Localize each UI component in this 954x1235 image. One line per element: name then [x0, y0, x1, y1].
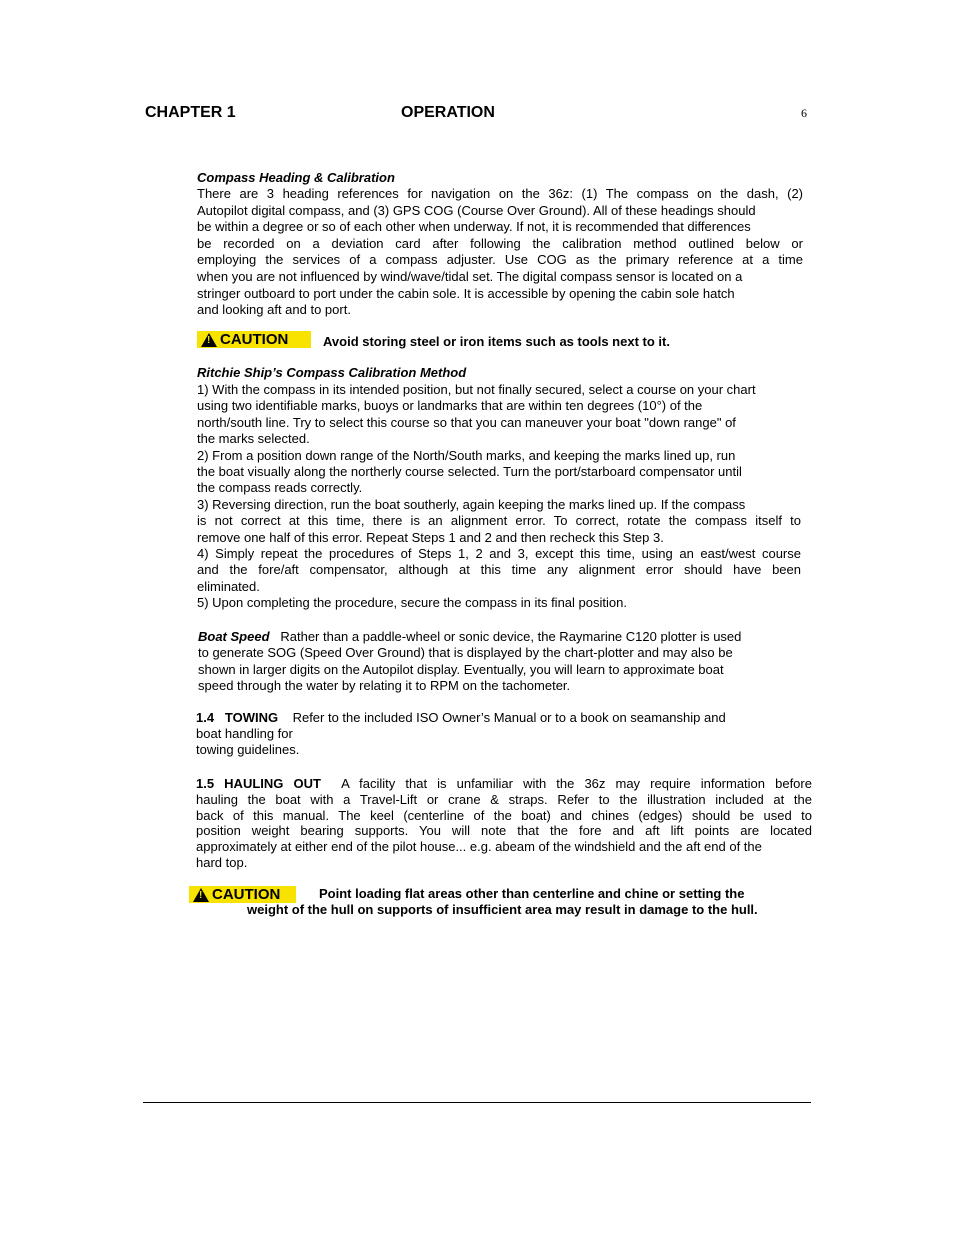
text-line — [196, 710, 800, 726]
text-line: be recorded on a deviation card after following the calibration method outlined below or — [197, 235, 803, 251]
text-line: back of this manual. The keel (centerline of the boat) and chines (edges) should be used to — [196, 807, 812, 823]
text-line: hard top. — [196, 854, 248, 870]
text-line: 3) Reversing direction, run the boat southerly, again keeping the marks lined up. If the compass — [197, 496, 746, 512]
caution-badge — [189, 886, 296, 903]
text-line: hauling the boat with a Travel-Lift or crane & straps. Refer to the illustration included at the — [196, 791, 812, 807]
compass-paragraph — [197, 186, 803, 319]
caution-text: Avoid storing steel or iron items such as tools next to it. — [323, 334, 670, 349]
text-line: speed through the water by relating it to RPM on the tachometer. — [198, 678, 571, 694]
text-line: remove one half of this error. Repeat Steps 1 and 2 and then recheck this Step 3. — [197, 529, 664, 545]
caution-label: CAUTION — [220, 331, 289, 348]
text-line: the compass reads correctly. — [197, 480, 363, 496]
ritchie-paragraph — [197, 382, 801, 611]
text-line — [198, 629, 798, 645]
text-line: stringer outboard to port under the cabin sole. It is accessible by opening the cabin sole hatch — [197, 285, 735, 301]
text-line: using two identifiable marks, buoys or landmarks that are within ten degrees (10°) of the — [197, 398, 703, 414]
text-line: position weight bearing supports. You will note that the fore and aft lift points are located — [196, 823, 812, 839]
text-line: shown in larger digits on the Autopilot display. Eventually, you will learn to approximate boat — [198, 661, 724, 677]
text-line: and the fore/aft compensator, although at this time any alignment error should have been — [197, 562, 801, 578]
hauling-paragraph — [196, 776, 812, 871]
text-line: the marks selected. — [197, 431, 310, 447]
hauling-first-line: A facility that is unfamiliar with the 36z may require information before — [341, 776, 812, 791]
caution-text: Point loading flat areas other than centerline and chine or setting the — [319, 886, 745, 901]
text-line: employing the services of a compass adjuster. Use COG as the primary reference at a time — [197, 252, 803, 268]
text-line: There are 3 heading references for navigation on the 36z: (1) The compass on the dash, (2) — [197, 186, 803, 201]
footer-divider — [143, 1102, 811, 1103]
text-line: north/south line. Try to select this course so that you can maneuver your boat "down range" of — [197, 414, 736, 430]
text-line: and looking aft and to port. — [197, 302, 351, 318]
caution-label: CAUTION — [212, 886, 281, 903]
towing-first-line: Refer to the included ISO Owner’s Manual or to a book on seamanship and — [292, 710, 726, 725]
text-line: is not correct at this time, there is an alignment error. To correct, rotate the compass itself to — [197, 513, 801, 529]
text-line: 5) Upon completing the procedure, secure the compass in its final position. — [197, 595, 627, 611]
text-line: to generate SOG (Speed Over Ground) that is displayed by the chart-plotter and may also be — [198, 645, 733, 661]
hauling-heading: 1.5 HAULING OUT — [196, 776, 321, 791]
text-line: when you are not influenced by wind/wave/tidal set. The digital compass sensor is located on a — [197, 268, 743, 284]
text-line: eliminated. — [197, 578, 260, 594]
text-line: towing guidelines. — [196, 742, 300, 757]
towing-heading: TOWING — [224, 710, 279, 725]
text-line: the boat visually along the northerly course selected. Turn the port/starboard compensator until — [197, 463, 742, 479]
ritchie-heading: Ritchie Ship’s Compass Calibration Method — [197, 365, 467, 380]
caution-text: weight of the hull on supports of insufficient area may result in damage to the hull. — [247, 902, 758, 917]
text-line: Autopilot digital compass, and (3) GPS COG (Course Over Ground). All of these headings should — [197, 202, 756, 218]
text-line: approximately at either end of the pilot house... e.g. abeam of the windshield and the aft end of the — [196, 839, 762, 855]
towing-paragraph — [196, 710, 800, 758]
compass-heading: Compass Heading & Calibration — [197, 170, 395, 185]
text-line: 1) With the compass in its intended position, but not finally secured, select a course on your chart — [197, 382, 756, 397]
text-line: be within a degree or so of each other when underway. If not, it is recommended that differences — [197, 219, 751, 235]
boat-speed-heading: Boat Speed — [198, 629, 270, 644]
caution-badge — [197, 331, 311, 348]
boat-speed-first-line: Rather than a paddle-wheel or sonic device, the Raymarine C120 plotter is used — [280, 629, 742, 644]
text-line — [196, 776, 812, 792]
page-number: 6 — [801, 106, 807, 120]
boat-speed-paragraph — [198, 629, 798, 695]
text-line: boat handling for — [196, 726, 293, 741]
warning-icon: ! — [193, 888, 209, 902]
text-line: 2) From a position down range of the North/South marks, and keeping the marks lined up, run — [197, 447, 736, 463]
warning-icon: ! — [201, 333, 217, 347]
page-title: OPERATION — [401, 104, 495, 121]
chapter-label: CHAPTER 1 — [145, 104, 236, 121]
towing-number: 1.4 — [196, 710, 215, 725]
text-line: 4) Simply repeat the procedures of Steps 1, 2 and 3, except this time, using an east/west course — [197, 545, 801, 561]
